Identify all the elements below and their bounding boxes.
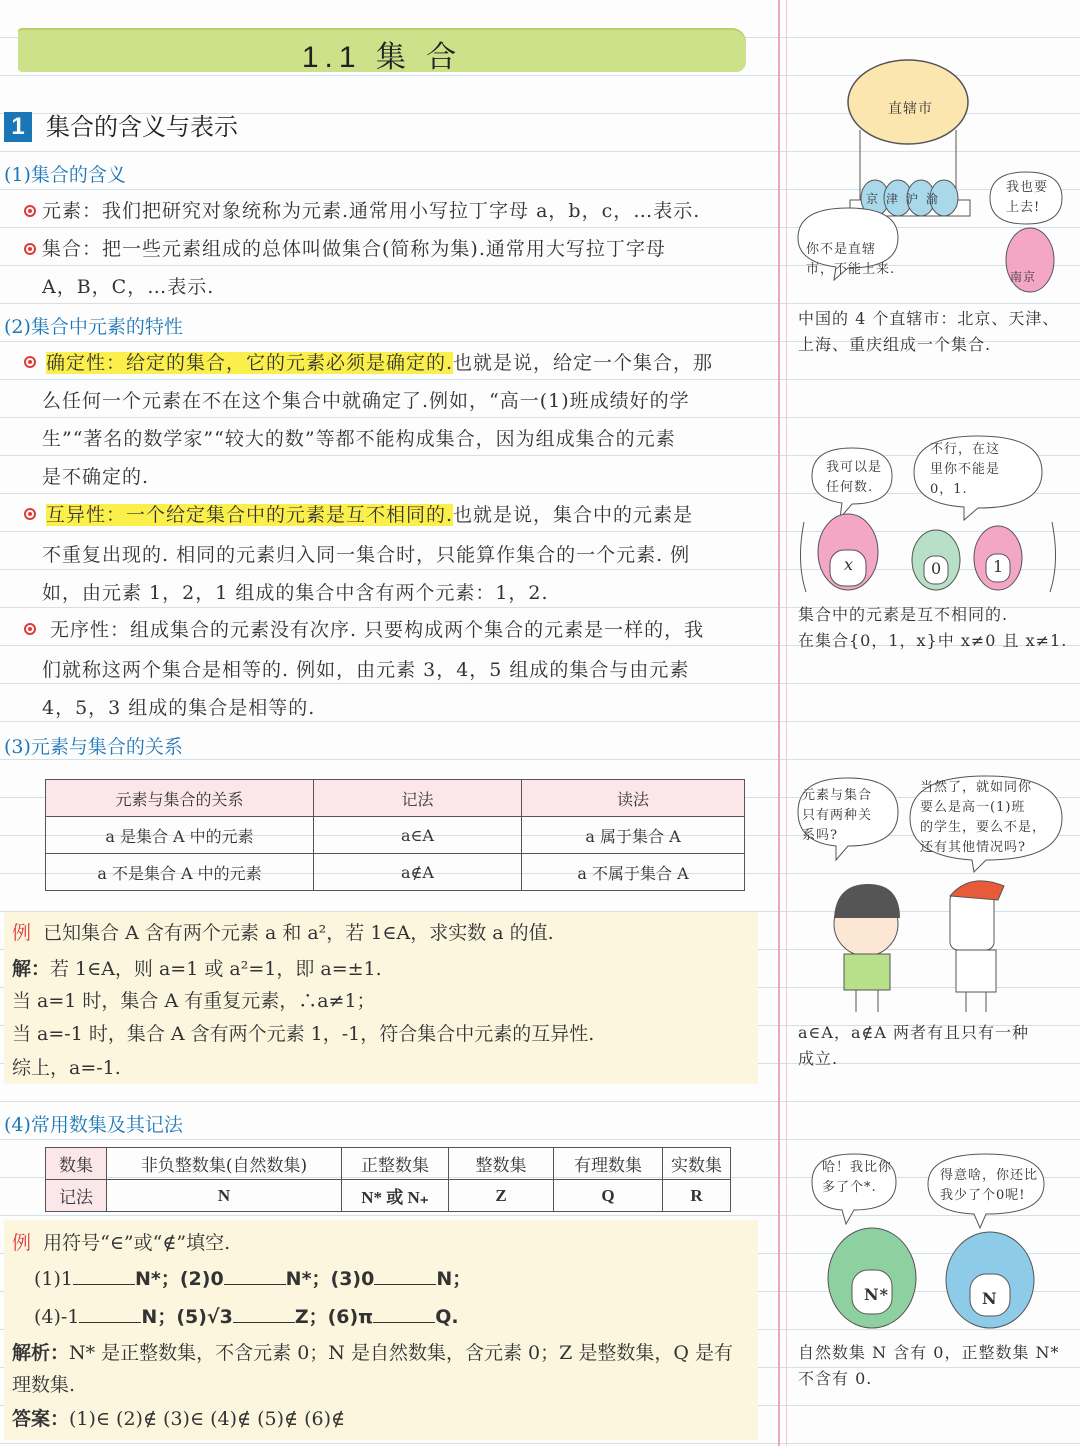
section-number: 1 <box>4 112 32 142</box>
answer-blank[interactable] <box>373 1304 435 1323</box>
table-cell: a∈A <box>314 817 522 854</box>
bubble-text: 元素与集合 <box>802 788 873 803</box>
question-part: (1)1 <box>34 1268 74 1290</box>
caption-line: 自然数集 N 含有 0，正整数集 N* <box>798 1343 1060 1362</box>
bubble-text: 哈！我比你 <box>822 1160 893 1175</box>
speech-bubble <box>822 1158 892 1198</box>
table-cell: N* 或 N₊ <box>342 1180 449 1212</box>
table-cell: 整数集 <box>449 1148 554 1180</box>
speech-bubble <box>802 786 872 846</box>
bubble-text: 系吗? <box>802 828 838 843</box>
table-cell: R <box>663 1180 731 1212</box>
bubble-text: 市，不能上来. <box>806 262 896 277</box>
caption-4 <box>798 1340 1060 1392</box>
title-banner <box>18 28 746 72</box>
bullet-icon <box>24 205 36 217</box>
question-part: N；(5)√3 <box>141 1306 233 1328</box>
bubble-text: 还有其他情况吗? <box>920 840 1026 855</box>
example-label: 例 <box>12 1232 32 1254</box>
bubble-text: 要么是高一(1)班 <box>920 800 1026 815</box>
caption-line: 上海、重庆组成一个集合. <box>798 335 992 354</box>
table-cell: a 不是集合 A 中的元素 <box>46 854 314 891</box>
bubble-text: 0，1. <box>930 482 968 497</box>
analysis-text: N* 是正整数集，不含元素 0；N 是自然数集，含元素 0；Z 是整数集，Q 是有 <box>69 1342 733 1364</box>
table-cell: Z <box>449 1180 554 1212</box>
question-text: 已知集合 A 含有两个元素 a 和 a²，若 1∈A，求实数 a 的值. <box>43 922 554 944</box>
table-cell: 正整数集 <box>342 1148 449 1180</box>
egg-label: N <box>982 1289 998 1308</box>
answer-label: 答案： <box>12 1408 70 1430</box>
table-cell: a∉A <box>314 854 522 891</box>
bubble-text: 里你不能是 <box>930 462 1001 477</box>
egg-label: 津 <box>886 192 907 206</box>
text-line: 无序性：组成集合的元素没有次序. 只要构成两个集合的元素是一样的，我 <box>50 619 705 641</box>
answer-blank[interactable] <box>224 1266 286 1285</box>
answer-blank[interactable] <box>374 1266 436 1285</box>
question-part: Q. <box>435 1306 459 1328</box>
fill-line-2 <box>34 1302 459 1329</box>
text-line: 如，由元素 1，2，1 组成的集合中含有两个元素：1，2. <box>42 582 549 604</box>
table-cell: 数集 <box>46 1148 107 1180</box>
bubble-text: 我可以是 <box>826 460 883 475</box>
text-line: 么任何一个元素在不在这个集合中就确定了.例如，“高一(1)班成绩好的学 <box>42 390 690 412</box>
text-line: 不重复出现的. 相同的元素归入同一集合时，只能算作集合的一个元素. 例 <box>42 544 691 566</box>
bubble-text: 上去! <box>1006 200 1041 215</box>
caption-line: 中国的 4 个直辖市：北京、天津、 <box>798 309 1060 328</box>
bubble-text: 得意啥，你还比 <box>940 1168 1039 1183</box>
speech-bubble <box>940 1166 1038 1206</box>
table-cell: 非负整数集(自然数集) <box>107 1148 342 1180</box>
bubble-text: 多了个*. <box>822 1180 877 1195</box>
text-line <box>46 500 693 527</box>
bullet-icon <box>24 508 36 520</box>
number-set-table <box>45 1147 731 1212</box>
table-cell: N <box>107 1180 342 1212</box>
example-box-1 <box>4 912 758 1084</box>
answer-blank[interactable] <box>79 1304 141 1323</box>
bubble-text: 你不是直辖 <box>806 242 877 257</box>
sign-label: 直辖市 <box>888 101 933 117</box>
question-part: N*；(2)0 <box>135 1268 224 1290</box>
egg-label: 南京 <box>1010 270 1037 284</box>
text-span: 也就是说，给定一个集合，那 <box>453 352 714 374</box>
subheading-1: (1)集合的含义 <box>4 164 126 186</box>
caption-2 <box>798 602 1067 654</box>
answer-blank[interactable] <box>233 1304 295 1323</box>
text-line: 元素：我们把研究对象统称为元素.通常用小写拉丁字母 a，b，c，…表示. <box>42 200 701 222</box>
page-title: 1.1 集 合 <box>301 41 463 74</box>
question-part: N*；(3)0 <box>285 1268 375 1290</box>
solution-label: 解： <box>12 958 51 980</box>
subheading-2: (2)集合中元素的特性 <box>4 316 183 338</box>
question-part: N； <box>436 1268 472 1290</box>
table-cell: a 是集合 A 中的元素 <box>46 817 314 854</box>
analysis-line <box>12 1338 733 1365</box>
highlight-definition: 互异性：一个给定集合中的元素是互不相同的. <box>46 504 454 526</box>
table-header: 记法 <box>314 780 522 817</box>
caption-line: 集合中的元素是互不相同的. <box>798 605 1009 624</box>
table-cell: a 属于集合 A <box>522 817 745 854</box>
bubble-text: 任何数. <box>826 480 874 495</box>
caption-line: 在集合{0，1，x}中 x≠0 且 x≠1. <box>798 631 1068 650</box>
margin-line-2 <box>786 0 787 1446</box>
section-title: 集合的含义与表示 <box>46 113 238 141</box>
example-box-2 <box>4 1220 758 1440</box>
analysis-label: 解析： <box>12 1342 70 1364</box>
speech-bubble <box>806 240 895 280</box>
text-line: 4，5，3 组成的集合是相等的. <box>42 697 316 719</box>
question-part: Z；(6)π <box>294 1306 374 1328</box>
example-question <box>12 918 554 945</box>
egg-label: N* <box>864 1285 889 1304</box>
fill-line-1 <box>34 1264 471 1291</box>
table-header: 元素与集合的关系 <box>46 780 314 817</box>
speech-bubble <box>930 440 1000 500</box>
table-row <box>46 1180 731 1212</box>
caption-3 <box>798 1020 1029 1072</box>
question-text: 用符号“∈”或“∉”填空. <box>43 1232 231 1254</box>
egg-label: x <box>844 555 855 574</box>
speech-bubble <box>826 458 882 498</box>
egg-labels <box>866 186 946 212</box>
text-line: 生”“著名的数学家”“较大的数”等都不能构成集合，因为组成集合的元素 <box>42 428 676 450</box>
example-question <box>12 1228 230 1255</box>
table-cell: 记法 <box>46 1180 107 1212</box>
solution-line: 当 a=-1 时，集合 A 含有两个元素 1，-1，符合集合中元素的互异性. <box>12 1023 595 1045</box>
answer-blank[interactable] <box>73 1266 135 1285</box>
bubble-text: 不行，在这 <box>930 442 1001 457</box>
bubble-text: 的学生，要么不是， <box>920 820 1047 835</box>
text-line: 是不确定的. <box>42 466 150 488</box>
table-header: 读法 <box>522 780 745 817</box>
table-row <box>46 1148 731 1180</box>
question-part: (4)-1 <box>34 1306 80 1328</box>
bubble-text: 只有两种关 <box>802 808 873 823</box>
caption-line: 不含有 0. <box>798 1369 873 1388</box>
solution-line: 当 a=1 时，集合 A 有重复元素，∴a≠1； <box>12 990 376 1012</box>
caption-line: a∈A，a∉A 两者有且只有一种 <box>798 1023 1029 1042</box>
example-label: 例 <box>12 922 32 944</box>
subheading-3: (3)元素与集合的关系 <box>4 736 183 758</box>
table-cell: 有理数集 <box>554 1148 663 1180</box>
subheading-4: (4)常用数集及其记法 <box>4 1114 183 1136</box>
answer-line <box>12 1404 345 1431</box>
relation-table <box>45 779 745 891</box>
caption-line: 成立. <box>798 1049 839 1068</box>
text-line: 们就称这两个集合是相等的. 例如，由元素 3，4，5 组成的集合与由元素 <box>42 659 690 681</box>
egg-label: 沪 <box>906 192 927 206</box>
analysis-line: 理数集. <box>12 1374 76 1396</box>
bullet-icon <box>24 623 36 635</box>
answer-text: (1)∈ (2)∉ (3)∈ (4)∉ (5)∉ (6)∉ <box>69 1408 346 1430</box>
table-row <box>46 817 745 854</box>
table-cell: Q <box>554 1180 663 1212</box>
bubble-text: 当然了，就如同你 <box>920 780 1033 795</box>
solution-text: 若 1∈A，则 a=1 或 a²=1，即 a=±1. <box>50 958 382 980</box>
text-span: 也就是说，集合中的元素是 <box>453 504 694 526</box>
solution-line <box>12 954 382 981</box>
caption-1 <box>798 306 1059 358</box>
egg-label: 0 <box>931 559 943 578</box>
solution-line: 综上，a=-1. <box>12 1057 121 1079</box>
table-cell: a 不属于集合 A <box>522 854 745 891</box>
margin-line <box>778 0 780 1446</box>
egg-label: 京 <box>866 192 887 206</box>
bubble-text: 我少了个0呢! <box>940 1188 1026 1203</box>
highlight-definition: 确定性：给定的集合，它的元素必须是确定的. <box>46 352 454 374</box>
speech-bubble <box>920 778 1046 858</box>
table-header-row <box>46 780 745 817</box>
bullet-icon <box>24 243 36 255</box>
table-row <box>46 854 745 891</box>
text-line: A，B，C，…表示. <box>42 276 215 298</box>
speech-bubble <box>1006 178 1048 218</box>
egg-label: 1 <box>993 557 1005 576</box>
egg-label: 渝 <box>926 192 947 206</box>
bullet-icon <box>24 356 36 368</box>
bubble-text: 我也要 <box>1006 180 1049 195</box>
table-cell: 实数集 <box>663 1148 731 1180</box>
text-line: 集合：把一些元素组成的总体叫做集合(简称为集).通常用大写拉丁字母 <box>42 238 666 260</box>
text-line <box>46 348 713 375</box>
